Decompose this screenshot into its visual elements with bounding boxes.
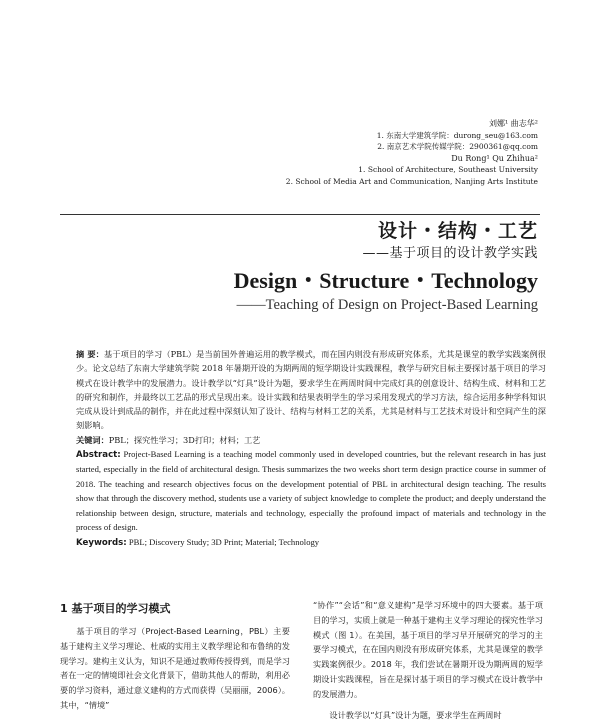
section-1-heading: 1 基于项目的学习模式 [60,602,171,615]
abstract-en [76,447,546,534]
title-block [58,218,538,314]
author-names-en: Du Rong¹ Qu Zhihua² [451,153,538,163]
abstract-section [76,347,546,550]
title-en: Design・Structure・Technology [233,268,538,293]
header-rule [60,214,540,215]
author-block [238,118,538,187]
affiliation-1-en: 1. School of Architecture, Southeast University [358,165,538,174]
affiliation-2-cn: 2. 南京艺术学院传媒学院：2900361@qq.com [377,142,538,151]
keywords-cn [76,433,546,447]
body-column-right [313,598,543,722]
abstract-en-label: Abstract: [76,450,121,461]
keywords-en [76,535,546,550]
subtitle-cn: ——基于项目的设计教学实践 [362,246,538,261]
abstract-cn [76,347,546,433]
keywords-en-text: PBL; Discovery Study; 3D Print; Material; Technology [128,536,320,547]
section-1-paragraph-right-2: 设计教学以“灯具”设计为题，要求学生在两周时 [329,709,502,720]
abstract-cn-text: 基于项目的学习（PBL）是当前国外普遍运用的教学模式，而在国内则没有形成研究体系，尤其是课堂的教学实践案例很少。论文总结了东南大学建筑学院 2018 年暑期开设的为期两周的短学期设计实践课程，教学与研究目标主要探讨基于项目的学习模式在设计教学中的发展潜力。设计教学以“灯具”设计为题，要求学生在两周时间中完成灯具的创意设计、结构生成、材料和工艺的研究和制作，并最终以工艺品的形式呈现出来。设计实践和结果表明学生的学习采用发现式的学习方法，综合运用多种学科知识完成从设计到成品的制作，并在此过程中深刻认知了设计、结构与材料工艺的关系，尤其是材料与工艺技术对设计和空间产生的深刻影响。 [76,349,546,431]
abstract-cn-label: 摘 要： [76,349,104,359]
subtitle-en: ——Teaching of Design on Project-Based Learning [236,297,538,313]
affiliation-2-en: 2. School of Media Art and Communication, Nanjing Arts Institute [285,176,538,186]
keywords-cn-label: 关键词： [76,434,109,445]
keywords-cn-text: PBL；探究性学习；3D打印；材料；工艺 [108,434,261,445]
abstract-en-text: Project-Based Learning is a teaching model commonly used in developed countries, but the relevant research in has just started, especially in the field of architectural design. Thesis summarizes the two weeks short term design practice course in summer of 2018. The teaching and research objectives focus on the development potential of PBL in architectural design teaching. The results show that through the discovery method, students use a variety of subject knowledge to complete the product; and deeply understand the relationship between design, structure, materials and technology, especially the profound impact of materials and technology in the process of design. [76,449,546,533]
author-names-cn: 刘娜¹ 曲志华² [489,119,538,128]
body-column-left [60,598,290,713]
keywords-en-label: Keywords: [76,537,127,548]
section-1-paragraph-left: 基于项目的学习（Project-Based Learning，PBL）主要基于建构主义学习理论、杜威的实用主义教学理论和布鲁纳的发现学习。建构主义认为，知识不是通过教师传授得到，而是学习者在一定的情境即社会文化背景下，借助其他人的帮助，利用必要的学习资料，通过意义建构的方式而获得（吴丽丽，2006）。其中，“情境” [60,626,290,710]
title-cn: 设计・结构・工艺 [377,220,538,242]
affiliation-1-cn: 1. 东南大学建筑学院：durong_seu@163.com [376,130,538,140]
section-1-paragraph-right-1: “协作”“会话”和“意义建构”是学习环境中的四大要素。基于项目的学习，实质上就是一种基于建构主义学习理论的探究性学习模式（图 1）。在美国，基于项目的学习早开展研究的学习的主要学习模式，在在国内则没有形成研究体系，尤其是课堂的教学实践案例很少。2018 年，我们尝试在暑期开设为期两周的短学期设计实践课程，旨在是探讨基于项目的学习模式在设计教学中的发展潜力。 [313,600,543,699]
